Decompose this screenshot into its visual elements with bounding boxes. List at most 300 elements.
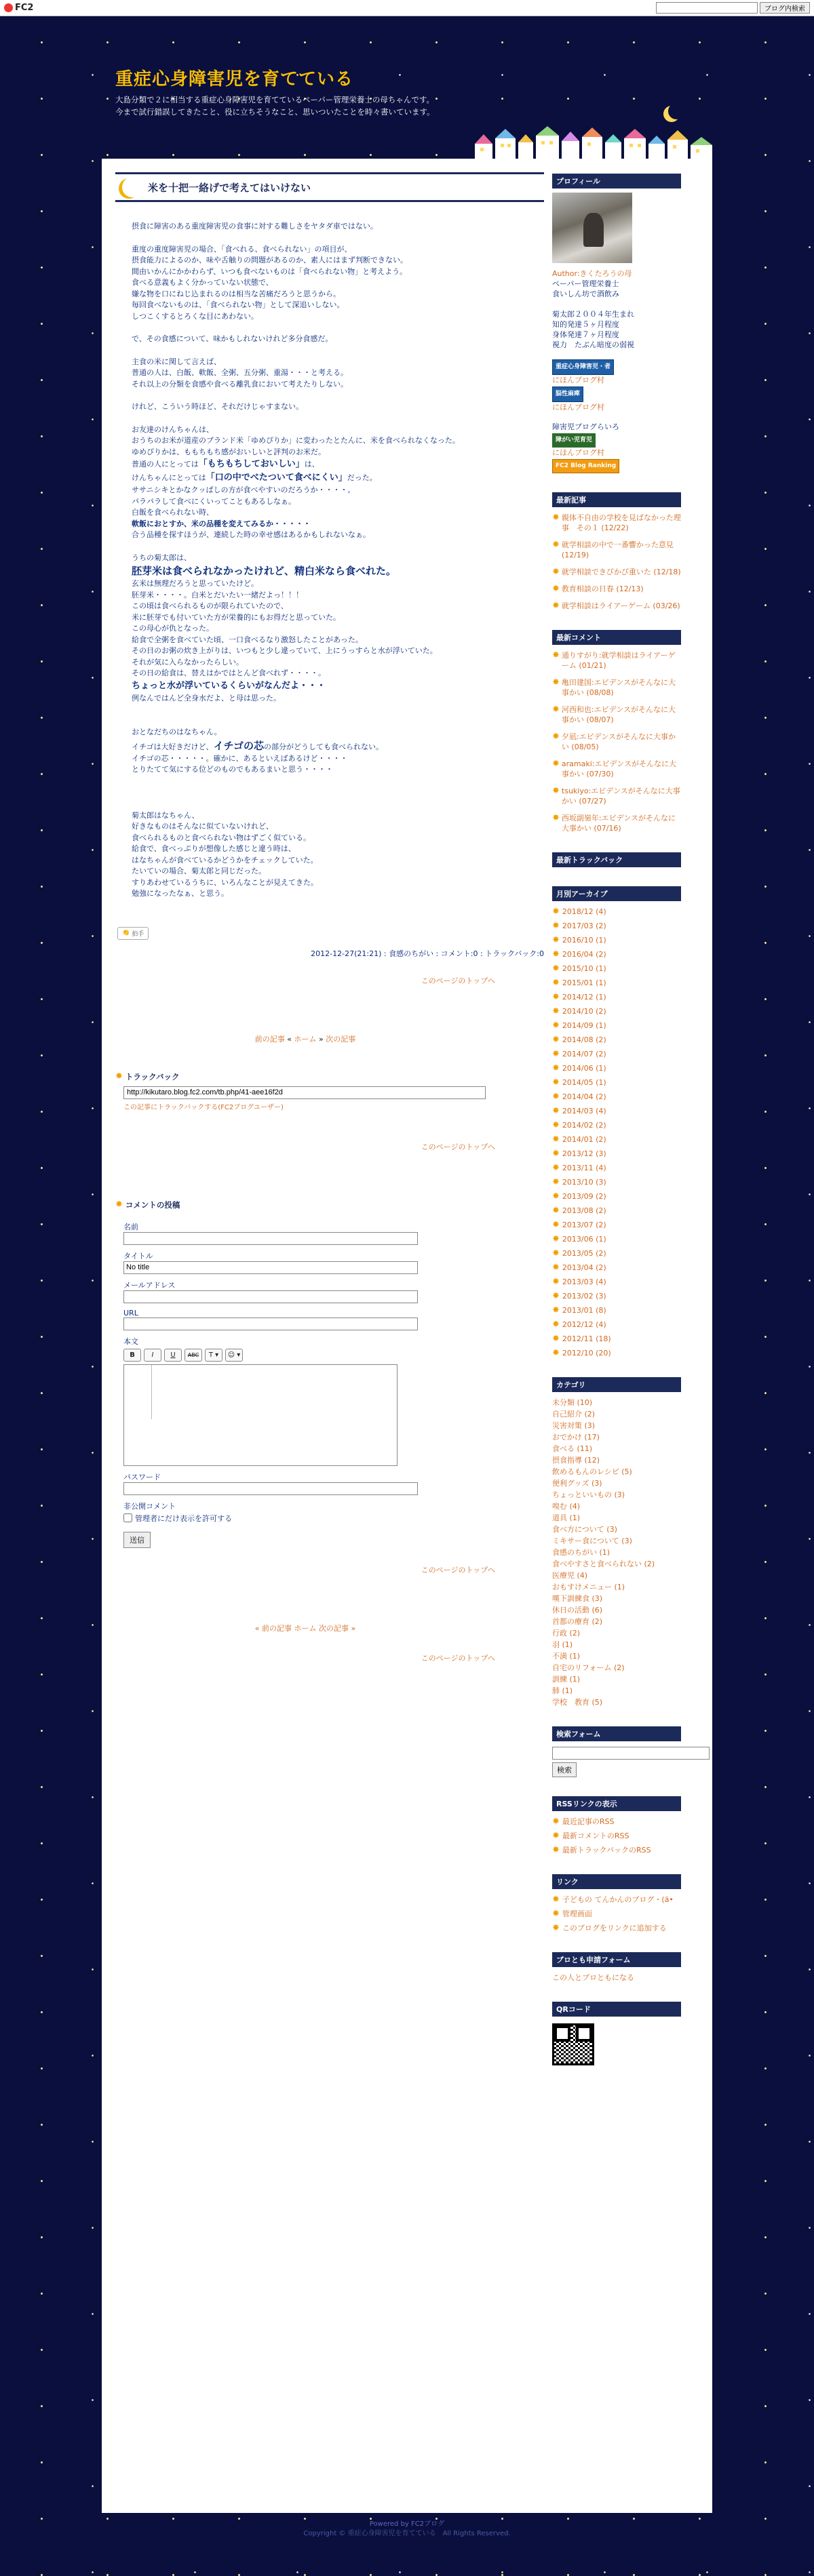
bold-button[interactable]: B — [123, 1349, 141, 1362]
private-checkbox[interactable] — [123, 1513, 132, 1522]
category-item[interactable] — [552, 1467, 681, 1477]
archive-link[interactable]: 2015/10 (1) — [562, 964, 606, 973]
category-item[interactable] — [552, 1547, 681, 1558]
italic-button[interactable]: I — [144, 1349, 161, 1362]
archive-item[interactable] — [552, 1177, 681, 1187]
body-line: 合う品種を探すほうが、連続した時の幸せ感はあるかもしれないなぁ。 — [132, 530, 370, 539]
body-line: 毎回食べないものは、「食べられない物」として深追いしない。 — [132, 300, 345, 309]
body-textarea[interactable] — [123, 1364, 398, 1466]
content-area — [102, 159, 712, 2513]
recent-entry-item[interactable] — [552, 567, 681, 577]
archive-link[interactable]: 2012/11 (18) — [562, 1334, 611, 1343]
category-link[interactable]: 食べやすさと食べられない (2) — [552, 1560, 655, 1568]
ranking-link-3[interactable]: にほんブログ村 — [552, 448, 604, 457]
star-icon: ✸ — [552, 1220, 560, 1230]
page-top-link[interactable]: このページのトップへ — [421, 1142, 495, 1151]
category-link[interactable]: ミキサー食について (3) — [552, 1537, 632, 1545]
archive-link[interactable]: 2013/01 (8) — [562, 1306, 606, 1315]
category-item[interactable] — [552, 1409, 681, 1419]
body-line — [132, 458, 529, 471]
archive-item[interactable] — [552, 1077, 681, 1088]
category-item[interactable] — [552, 1524, 681, 1534]
archive-link[interactable]: 2014/07 (2) — [562, 1050, 606, 1058]
blog-search-button[interactable]: ブログ内検索 — [760, 2, 810, 14]
star-icon: ✸ — [552, 677, 560, 688]
body-line: この母心が仇となった。 — [132, 624, 214, 633]
recent-comment-link[interactable]: 亀田建国:エビデンスがそんなに大事かい (08/08) — [561, 678, 676, 697]
site-title[interactable]: 重症心身障害児を育てている — [115, 69, 354, 90]
category-item[interactable] — [552, 1593, 681, 1604]
powered-by[interactable]: Powered by FC2ブログ — [369, 2520, 445, 2528]
spacer — [132, 233, 529, 244]
category-item[interactable] — [552, 1432, 681, 1442]
link-link[interactable]: 子どもの てんかんのブログ・(ä• — [562, 1895, 674, 1904]
star-icon: ✸ — [552, 1263, 560, 1273]
category-link[interactable]: 未分類 (10) — [552, 1398, 593, 1407]
body-line: 好きなものはそんなに似ていないけれど、 — [132, 822, 273, 831]
fc2-ranking-badge[interactable]: FC2 Blog Ranking — [552, 459, 619, 473]
comment-form-section — [115, 1200, 540, 1548]
archive-link[interactable]: 2013/10 (3) — [562, 1178, 606, 1187]
recent-entry-item[interactable] — [552, 601, 681, 611]
private-checkbox-label: 管理者にだけ表示を許可する — [135, 1513, 232, 1523]
recent-comment-item[interactable] — [552, 732, 681, 752]
body-line: おうちのお米が道産のブランド米「ゆめぴりか」に変わったとたんに、米を食べられなくなった。 — [132, 436, 460, 445]
archive-item[interactable] — [552, 1106, 681, 1116]
star-icon: ✸ — [552, 1063, 560, 1073]
archive-item[interactable] — [552, 992, 681, 1002]
body-line: 給食で全粥を食べていた頃、一口食べるなり激怒したことがあった。 — [132, 635, 363, 644]
category-link[interactable]: 行政 (2) — [552, 1629, 581, 1638]
recent-entry-link[interactable]: 就学相談できびかび重いた (12/18) — [561, 568, 681, 576]
body-line: うちの菊太郎は、 — [132, 553, 191, 562]
rss-link[interactable]: 最新トラックバックのRSS — [562, 1846, 651, 1855]
category-link[interactable]: 摂食指導 (12) — [552, 1456, 600, 1465]
rss-item[interactable] — [552, 1817, 681, 1827]
category-item[interactable] — [552, 1628, 681, 1638]
archive-link[interactable]: 2013/03 (4) — [562, 1277, 606, 1286]
star-icon: ✸ — [552, 1106, 560, 1116]
link-link[interactable]: 管理画面 — [562, 1909, 592, 1918]
archive-item[interactable] — [552, 1248, 681, 1259]
archive-link[interactable]: 2013/06 (1) — [562, 1235, 606, 1244]
private-label: 非公開コメント — [123, 1501, 176, 1511]
archive-item[interactable] — [552, 1291, 681, 1301]
category-link[interactable]: 学校 教育 (5) — [552, 1698, 603, 1707]
rss-item[interactable] — [552, 1831, 681, 1841]
category-item[interactable] — [552, 1559, 681, 1569]
underline-button[interactable]: U — [164, 1349, 182, 1362]
rss-list — [552, 1817, 681, 1855]
submit-button[interactable]: 送信 — [123, 1532, 151, 1548]
archive-item[interactable] — [552, 1035, 681, 1045]
archive-item[interactable] — [552, 1334, 681, 1344]
archive-item[interactable] — [552, 1049, 681, 1059]
category-link[interactable]: 食べ方について (3) — [552, 1525, 617, 1534]
category-item[interactable] — [552, 1444, 681, 1454]
archive-link[interactable]: 2018/12 (4) — [562, 907, 606, 916]
star-icon: ✸ — [552, 1845, 560, 1855]
star-icon: ✸ — [552, 949, 560, 959]
email-label: メールアドレス — [123, 1280, 176, 1290]
star-icon: ✸ — [552, 705, 560, 715]
body-line: ササニシキとかなクッぱしの方が食べやすいのだろうか・・・・。 — [132, 486, 355, 494]
category-link[interactable]: ちょっといいもの (3) — [552, 1490, 625, 1499]
recent-comment-item[interactable] — [552, 705, 681, 725]
body-line: 菊太郎はなちゃん、 — [132, 810, 199, 820]
archive-link[interactable]: 2014/02 (2) — [562, 1121, 606, 1130]
archive-link[interactable]: 2016/04 (2) — [562, 950, 606, 959]
archive-link[interactable]: 2014/10 (2) — [562, 1007, 606, 1016]
category-link[interactable]: 嗅む (4) — [552, 1502, 581, 1511]
category-item[interactable] — [552, 1663, 681, 1673]
blog-search-input[interactable] — [656, 2, 758, 14]
profile-heading: プロフィール — [552, 174, 681, 189]
archive-item[interactable] — [552, 1120, 681, 1130]
category-item[interactable] — [552, 1490, 681, 1500]
star-icon: ✸ — [552, 1277, 560, 1287]
trackback-url-field[interactable] — [123, 1086, 486, 1099]
body-line: 重度の重度障害児の場合、「食べれる、食べられない」の項目が、 — [132, 244, 352, 254]
site-footer — [102, 2520, 712, 2539]
archive-item[interactable] — [552, 1063, 681, 1073]
category-item[interactable] — [552, 1651, 681, 1661]
body-line: 主食の米に関して言えば、 — [132, 357, 221, 366]
body-line — [132, 738, 529, 753]
star-icon: ✸ — [552, 1320, 560, 1330]
archive-heading: 月別アーカイブ — [552, 886, 681, 901]
spacer — [132, 390, 529, 401]
trackback-link[interactable]: この記事にトラックバックする(FC2ブログユーザー) — [123, 1103, 284, 1111]
recent-comment-item[interactable] — [552, 786, 681, 806]
body-label: 本文 — [123, 1336, 138, 1346]
archive-item[interactable] — [552, 921, 681, 931]
category-item[interactable] — [552, 1674, 681, 1684]
archive-item[interactable] — [552, 1348, 681, 1358]
archive-link[interactable]: 2014/08 (2) — [562, 1035, 606, 1044]
star-icon: ✸ — [552, 1909, 560, 1919]
category-link[interactable]: おもすけメニュー (1) — [552, 1583, 625, 1591]
category-link[interactable]: 訓練 (1) — [552, 1675, 581, 1684]
archive-item[interactable] — [552, 1305, 681, 1315]
star-icon: ✸ — [552, 1049, 560, 1059]
comment-form-heading: コメントの投稿 — [125, 1200, 180, 1210]
fc2-logo-icon — [4, 3, 13, 12]
recent-comment-link[interactable]: 西坂副嶺年:エビデンスがそんなに大事かい (07/16) — [561, 814, 676, 833]
archive-item[interactable] — [552, 964, 681, 974]
category-item[interactable] — [552, 1398, 681, 1408]
recent-entry-link[interactable]: 就学相談の中で一番響かった意見 (12/19) — [561, 540, 674, 559]
spacer — [132, 541, 529, 553]
entry-title[interactable]: 米を十把一絡げで考えてはいけない — [148, 181, 311, 194]
archive-item[interactable] — [552, 935, 681, 945]
category-link[interactable]: 不満 (1) — [552, 1652, 581, 1661]
link-item[interactable] — [552, 1895, 681, 1905]
home-link[interactable]: ホーム — [294, 1034, 317, 1044]
emphasis-text: イチゴの芯 — [213, 739, 264, 752]
archive-link[interactable]: 2014/05 (1) — [562, 1078, 606, 1087]
subject-label: タイトル — [123, 1251, 153, 1261]
archive-item[interactable] — [552, 1320, 681, 1330]
archive-item[interactable] — [552, 1163, 681, 1173]
profile-line: 菊太郎２００４年生まれ — [552, 310, 634, 319]
recent-entry-link[interactable]: 就学相談はライアーゲーム (03/26) — [561, 601, 680, 610]
next-link[interactable]: 次の記事 — [326, 1034, 356, 1044]
moon-icon — [122, 177, 142, 197]
star-icon: ✸ — [552, 1206, 560, 1216]
archive-item[interactable] — [552, 1234, 681, 1244]
ranking-badge-1[interactable]: 重症心身障害児・者 — [552, 359, 614, 375]
entry-body — [115, 202, 529, 900]
profile-line: 知的発達５ヶ月程度 — [552, 320, 619, 329]
category-item[interactable] — [552, 1501, 681, 1511]
entry-footer[interactable]: 2012-12-27(21:21) : 食感のちがい : コメント:0 : トラックバック:0 — [311, 949, 544, 958]
archive-link[interactable]: 2013/05 (2) — [562, 1249, 606, 1258]
star-icon: ✸ — [552, 1334, 560, 1344]
emphasis-text: 「口の中でべたついて食べにくい」 — [206, 473, 347, 483]
archive-item[interactable] — [552, 1191, 681, 1202]
star-icon: ✸ — [552, 584, 560, 594]
category-link[interactable]: 食べる (11) — [552, 1444, 593, 1453]
archive-item[interactable] — [552, 1277, 681, 1287]
prev-link[interactable]: 前の記事 — [254, 1034, 285, 1044]
category-link[interactable]: 食感のちがい (1) — [552, 1548, 610, 1557]
archive-item[interactable] — [552, 1006, 681, 1016]
recent-entry-item[interactable] — [552, 513, 681, 533]
category-item[interactable] — [552, 1640, 681, 1650]
profile-photo — [552, 193, 632, 263]
category-item[interactable] — [552, 1478, 681, 1488]
fc2-logo[interactable]: FC2 — [4, 3, 33, 13]
star-icon: ✸ — [552, 1348, 560, 1358]
name-field[interactable] — [123, 1232, 418, 1245]
recent-comment-link[interactable]: 通りすがり:就学相談はライアーゲーム (01/21) — [561, 651, 676, 670]
category-item[interactable] — [552, 1421, 681, 1431]
recent-entry-item[interactable] — [552, 584, 681, 594]
archive-link[interactable]: 2016/10 (1) — [562, 936, 606, 945]
ranking-badge-3[interactable]: 障がい児育児 — [552, 433, 596, 448]
category-list — [552, 1398, 681, 1707]
archive-link[interactable]: 2013/08 (2) — [562, 1206, 606, 1215]
category-item[interactable] — [552, 1513, 681, 1523]
category-item[interactable] — [552, 1455, 681, 1465]
star-icon: ✸ — [552, 1006, 560, 1016]
category-item[interactable] — [552, 1570, 681, 1581]
rss-heading: RSSリンクの表示 — [552, 1796, 681, 1811]
category-link[interactable]: 医療児 (4) — [552, 1571, 588, 1580]
star-icon: ✸ — [552, 1291, 560, 1301]
category-link[interactable]: 羽 (1) — [552, 1640, 573, 1649]
category-item[interactable] — [552, 1605, 681, 1615]
ranking-link-1[interactable]: にほんブログ村 — [552, 376, 604, 384]
body-line: たいていの場合、菊太郎と同じだった。 — [132, 867, 266, 875]
star-icon: ✸ — [115, 1200, 123, 1210]
recent-comment-link[interactable]: 夕凪:エビデンスがそんなに大事かい (08/05) — [561, 732, 676, 751]
body-line: 給食で、食べっぷりが想像した感じと違う時は、 — [132, 844, 296, 853]
archive-link[interactable]: 2014/12 (1) — [562, 993, 606, 1002]
archive-link[interactable]: 2012/12 (4) — [562, 1320, 606, 1329]
star-icon: ✸ — [552, 540, 560, 550]
rss-link[interactable]: 最新コメントのRSS — [562, 1831, 629, 1840]
recent-entry-item[interactable] — [552, 540, 681, 560]
category-item[interactable] — [552, 1582, 681, 1592]
body-line: 間由いかんにかかわらず、いつも食べないものは「食べられない物」と考えよう。 — [132, 266, 408, 276]
archive-link[interactable]: 2013/04 (2) — [562, 1263, 606, 1272]
link-link[interactable]: このブログをリンクに追加する — [562, 1924, 667, 1933]
star-icon: ✸ — [552, 1035, 560, 1045]
spacer — [132, 715, 529, 727]
link-item[interactable] — [552, 1923, 681, 1933]
page-top-link[interactable]: このページのトップへ — [421, 1653, 495, 1663]
category-link[interactable]: 災害対策 (3) — [552, 1421, 596, 1430]
author-name[interactable]: Author:きくたろうの母 — [552, 269, 632, 278]
body-line: 普通の人は、白飯、軟飯、全粥、五分粥、重湯・・・と考える。 — [132, 368, 348, 377]
archive-item[interactable] — [552, 1021, 681, 1031]
category-item[interactable] — [552, 1697, 681, 1707]
star-icon: ✸ — [552, 601, 560, 611]
page-top-link[interactable]: このページのトップへ — [421, 976, 495, 985]
star-icon: ✸ — [552, 1134, 560, 1145]
archive-link[interactable]: 2017/03 (2) — [562, 922, 606, 930]
star-icon: ✸ — [115, 1071, 123, 1082]
clap-icon: 👏 — [122, 930, 130, 936]
archive-item[interactable] — [552, 1149, 681, 1159]
recent-comment-link[interactable]: 河西和也:エビデンスがそんなに大事かい (08/07) — [561, 705, 676, 724]
archive-link[interactable]: 2014/06 (1) — [562, 1064, 606, 1073]
password-field[interactable] — [123, 1482, 418, 1495]
category-link[interactable]: 便利グッズ (3) — [552, 1479, 602, 1488]
recent-comment-item[interactable] — [552, 813, 681, 833]
body-line: 勉強になったなぁ、と思う。 — [132, 889, 229, 898]
category-item[interactable] — [552, 1686, 681, 1696]
archive-item[interactable] — [552, 1134, 681, 1145]
archive-item[interactable] — [552, 978, 681, 988]
star-icon: ✸ — [552, 1923, 560, 1933]
name-label: 名前 — [123, 1222, 138, 1231]
profile-line: 視力 たぶん暗度の弱視 — [552, 340, 634, 349]
star-icon: ✸ — [552, 1895, 560, 1905]
archive-item[interactable] — [552, 1263, 681, 1273]
spacer — [132, 322, 529, 334]
page-top-link[interactable]: このページのトップへ — [421, 1565, 495, 1574]
category-link[interactable]: 嘆下訓練食 (3) — [552, 1594, 603, 1603]
link-item[interactable] — [552, 1909, 681, 1919]
recent-comment-item[interactable] — [552, 650, 681, 671]
text-segment: イチゴは大好きだけど、 — [132, 742, 214, 751]
body-line: パラパラして食べにくいってこともあるしなぁ。 — [132, 496, 296, 506]
archive-link[interactable]: 2013/12 (3) — [562, 1149, 606, 1158]
category-link[interactable]: おでかけ (17) — [552, 1433, 600, 1442]
archive-link[interactable]: 2012/10 (20) — [562, 1349, 611, 1358]
ranking-link-2[interactable]: にほんブログ村 — [552, 403, 604, 412]
email-field[interactable] — [123, 1290, 418, 1303]
archive-link[interactable]: 2015/01 (1) — [562, 978, 606, 987]
strike-button[interactable]: ABC — [185, 1349, 202, 1362]
star-icon: ✸ — [552, 513, 560, 523]
star-icon: ✸ — [552, 1234, 560, 1244]
archive-item[interactable] — [552, 1220, 681, 1230]
recent-comment-link[interactable]: aramaki:エビデンスがそんなに大事かい (07/30) — [561, 759, 676, 778]
body-line: 米に胚芽でも付いていた方が栄養的にもお得だと思っていた。 — [132, 612, 341, 622]
body-line: 嫌な物を口にねじ込まれるのは相当な苦痛だろうと思うから。 — [132, 289, 341, 298]
text-segment: けんちゃんにとっては — [132, 473, 206, 482]
category-link[interactable]: 肺 (1) — [552, 1686, 573, 1695]
rss-item[interactable] — [552, 1845, 681, 1855]
qr-heading: QRコード — [552, 2002, 681, 2017]
recent-comment-link[interactable]: tsukiyo:エビデンスがそんなに大事かい (07/27) — [561, 787, 680, 806]
star-icon: ✸ — [552, 978, 560, 988]
star-icon: ✸ — [552, 567, 560, 577]
archive-link[interactable]: 2014/01 (2) — [562, 1135, 606, 1144]
body-line: 例なんではんど全身水だよ、と母は思った。 — [132, 693, 281, 702]
entry-pager: 前の記事 « ホーム » 次の記事 — [254, 1034, 356, 1044]
archive-item[interactable] — [552, 949, 681, 959]
sidebar-search-button[interactable]: 検索 — [552, 1762, 577, 1777]
profile-line: 食いしん坊で酒飲み — [552, 290, 619, 298]
category-item[interactable] — [552, 1536, 681, 1546]
category-link[interactable]: 自宅のリフォーム (2) — [552, 1663, 625, 1672]
site-description: 大島分類で２に相当する重症心身障害児を育てているペーパー管理栄養士の母ちゃんです。 今まで試行錯誤してきたこと、役に立ちそうなこと、思いついたことを時々書いています。 — [115, 95, 435, 117]
recent-entry-link[interactable]: 教育相談の日春 (12/13) — [561, 584, 644, 593]
text-color-button[interactable]: T ▾ — [205, 1349, 222, 1362]
url-field[interactable] — [123, 1317, 418, 1330]
category-link[interactable]: 自己紹介 (2) — [552, 1410, 596, 1419]
emphasis-text: 胚芽米は食べられなかったけれど、精白米なら食べれた。 — [132, 565, 397, 577]
body-line: はなちゃんが食べているかどうかをチェックしていた。 — [132, 855, 318, 865]
category-link[interactable]: 休日の活動 (6) — [552, 1606, 603, 1614]
friend-request-link[interactable]: この人とブロともになる — [552, 1973, 634, 1982]
spacer — [132, 704, 529, 715]
ranking-badge-2[interactable]: 脳性麻痺 — [552, 387, 583, 402]
archive-link[interactable]: 2014/09 (1) — [562, 1021, 606, 1030]
body-line: おとなだちのはなちゃん。 — [132, 728, 222, 736]
category-link[interactable]: 道具 (1) — [552, 1513, 581, 1522]
category-item[interactable] — [552, 1617, 681, 1627]
archive-link[interactable]: 2013/02 (3) — [562, 1292, 606, 1301]
category-link[interactable]: 首都の療育 (2) — [552, 1617, 603, 1626]
clap-button[interactable]: 👏 拍手 — [117, 927, 149, 940]
archive-item[interactable] — [552, 1206, 681, 1216]
emoji-button[interactable]: ☺ ▾ — [225, 1349, 243, 1362]
trackback-section — [115, 1071, 540, 1111]
archive-link[interactable]: 2014/03 (4) — [562, 1107, 606, 1115]
star-icon: ✸ — [552, 1817, 560, 1827]
archive-item[interactable] — [552, 907, 681, 917]
archive-link[interactable]: 2013/09 (2) — [562, 1192, 606, 1201]
star-icon: ✸ — [552, 921, 560, 931]
url-label: URL — [123, 1308, 138, 1317]
archive-link[interactable]: 2013/11 (4) — [562, 1164, 606, 1172]
profile-line: ペーパー管理栄養士 — [552, 279, 619, 288]
star-icon: ✸ — [552, 1248, 560, 1259]
fc2-topbar — [0, 0, 814, 16]
recent-comment-item[interactable] — [552, 677, 681, 698]
archive-link[interactable]: 2014/04 (2) — [562, 1092, 606, 1101]
spacer — [132, 799, 529, 810]
star-icon: ✸ — [552, 1120, 560, 1130]
body-line: 摂食能力によるのか、味や舌触りの問題があるのか、素人にはまず判断できない。 — [132, 256, 408, 264]
archive-item[interactable] — [552, 1092, 681, 1102]
body-line: 食べる意義もよく分かっていない状態で、 — [132, 278, 273, 287]
rss-link[interactable]: 最近記事のRSS — [562, 1817, 615, 1826]
subject-field[interactable] — [123, 1261, 418, 1274]
archive-link[interactable]: 2013/07 (2) — [562, 1221, 606, 1229]
sidebar-search-input[interactable] — [552, 1747, 710, 1760]
category-link[interactable]: 飲めるもんのレシピ (5) — [552, 1467, 632, 1476]
recent-entry-link[interactable]: 親体不自由の学校を見ばなかった理事 その１ (12/22) — [561, 513, 681, 532]
recent-comment-item[interactable] — [552, 759, 681, 779]
bottom-pager[interactable]: « 前の記事 ホーム 次の記事 » — [254, 1623, 356, 1633]
